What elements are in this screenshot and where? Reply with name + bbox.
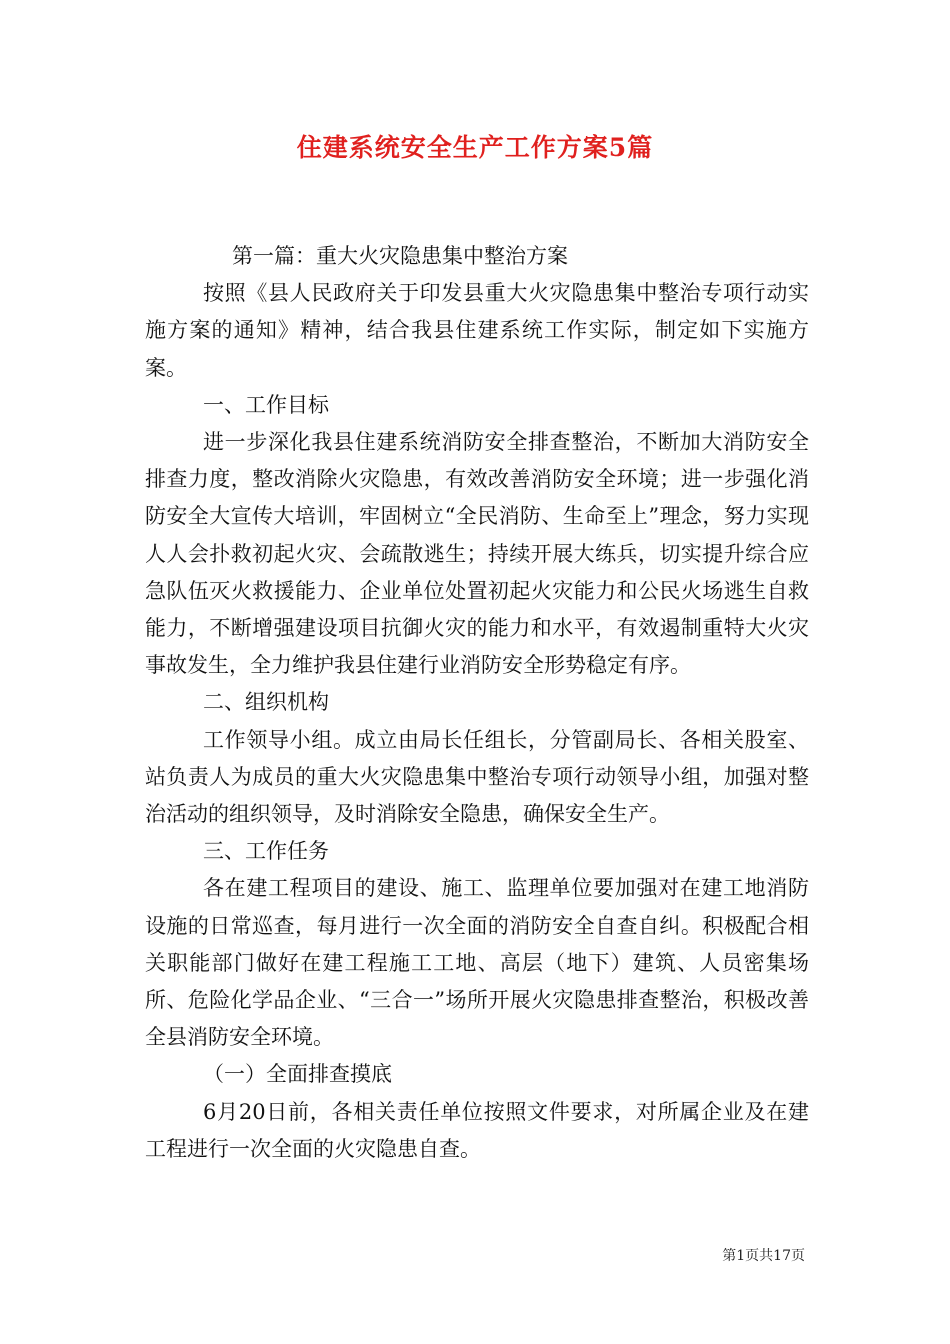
paragraph: 按照《县人民政府关于印发县重大火灾隐患集中整治专项行动实施方案的通知》精神，结合我县住建系统工作实际，制定如下实施方案。 [145,281,809,380]
page-number: 第1页共17页 [722,1248,805,1264]
section-heading: 二、组织机构 [203,690,329,715]
section-heading: 三、工作任务 [203,839,329,864]
document-title: 住建系统安全生产工作方案5篇 [296,133,654,162]
document-body [145,238,809,1168]
paragraph: 进一步深化我县住建系统消防安全排查整治，不断加大消防安全排查力度，整改消除火灾隐患，有效改善消防安全环境；进一步强化消防安全大宣传大培训，牢固树立“全民消防、生命至上”理念，努力实现人人会扑救初起火灾、会疏散逃生；持续开展大练兵，切实提升综合应急队伍灭火救援能力、企业单位处置初起火灾能力和公民火场逃生自救能力，不断增强建设项目抗御火灾的能力和水平，有效遏制重特大火灾事故发生，全力维护我县住建行业消防安全形势稳定有序。 [145,430,809,678]
paragraph: 工作领导小组。成立由局长任组长，分管副局长、各相关股室、站负责人为成员的重大火灾隐患集中整治专项行动领导小组，加强对整治活动的组织领导，及时消除安全隐患，确保安全生产。 [145,727,809,827]
section-heading: 一、工作目标 [203,392,329,417]
section-heading: 第一篇：重大火灾隐患集中整治方案 [232,244,568,268]
paragraph: 6月20日前，各相关责任单位按照文件要求，对所属企业及在建工程进行一次全面的火灾隐患自查。 [145,1099,809,1161]
subsection-heading: （一）全面排查摸底 [203,1062,392,1087]
paragraph: 各在建工程项目的建设、施工、监理单位要加强对在建工地消防设施的日常巡查，每月进行一次全面的消防安全自查自纠。积极配合相关职能部门做好在建工程施工工地、高层（地下）建筑、人员密集场所、危险化学品企业、“三合一”场所开展火灾隐患排查整治，积极改善全县消防安全环境。 [145,876,809,1050]
